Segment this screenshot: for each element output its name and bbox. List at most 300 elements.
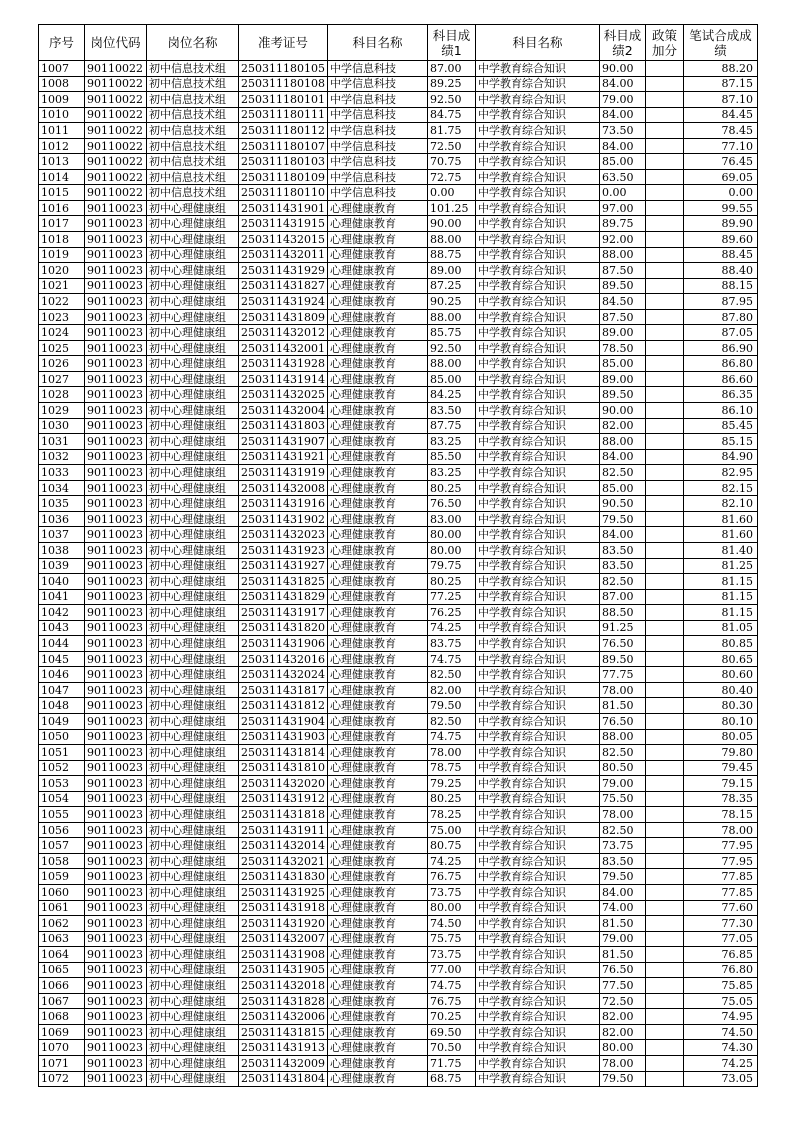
cell-exam-id: 250311432016 bbox=[239, 651, 328, 667]
cell-score-1: 81.75 bbox=[427, 123, 475, 139]
cell-post-name: 初中心理健康组 bbox=[147, 1024, 239, 1040]
cell-composite: 86.10 bbox=[683, 403, 757, 419]
cell-seq: 1066 bbox=[39, 978, 85, 994]
cell-score-2: 88.00 bbox=[599, 729, 645, 745]
cell-subject-1: 心理健康教育 bbox=[327, 791, 427, 807]
cell-policy-bonus bbox=[645, 745, 683, 761]
table-row bbox=[39, 574, 758, 590]
cell-composite: 80.05 bbox=[683, 729, 757, 745]
cell-post-name: 初中心理健康组 bbox=[147, 216, 239, 232]
cell-subject-1: 心理健康教育 bbox=[327, 916, 427, 932]
cell-score-2: 78.50 bbox=[599, 340, 645, 356]
cell-post-name: 初中心理健康组 bbox=[147, 232, 239, 248]
cell-post-name: 初中心理健康组 bbox=[147, 636, 239, 652]
cell-seq: 1063 bbox=[39, 931, 85, 947]
cell-score-1: 83.25 bbox=[427, 434, 475, 450]
cell-composite: 77.85 bbox=[683, 869, 757, 885]
cell-post-code: 90110023 bbox=[85, 371, 147, 387]
cell-policy-bonus bbox=[645, 884, 683, 900]
cell-post-code: 90110023 bbox=[85, 807, 147, 823]
cell-post-name: 初中信息技术组 bbox=[147, 185, 239, 201]
cell-post-code: 90110023 bbox=[85, 1024, 147, 1040]
table-row bbox=[39, 1040, 758, 1056]
cell-seq: 1008 bbox=[39, 76, 85, 92]
cell-post-code: 90110023 bbox=[85, 465, 147, 481]
cell-score-1: 80.00 bbox=[427, 542, 475, 558]
cell-policy-bonus bbox=[645, 247, 683, 263]
cell-subject-2: 中学教育综合知识 bbox=[475, 371, 599, 387]
cell-policy-bonus bbox=[645, 496, 683, 512]
cell-exam-id: 250311431904 bbox=[239, 713, 328, 729]
cell-seq: 1062 bbox=[39, 916, 85, 932]
cell-score-1: 69.50 bbox=[427, 1024, 475, 1040]
cell-seq: 1019 bbox=[39, 247, 85, 263]
cell-subject-1: 心理健康教育 bbox=[327, 745, 427, 761]
cell-subject-2: 中学教育综合知识 bbox=[475, 325, 599, 341]
cell-subject-2: 中学教育综合知识 bbox=[475, 61, 599, 77]
cell-subject-1: 心理健康教育 bbox=[327, 216, 427, 232]
cell-subject-2: 中学教育综合知识 bbox=[475, 729, 599, 745]
table-row bbox=[39, 107, 758, 123]
cell-subject-2: 中学教育综合知识 bbox=[475, 480, 599, 496]
table-row bbox=[39, 123, 758, 139]
cell-score-2: 82.00 bbox=[599, 418, 645, 434]
cell-score-2: 90.50 bbox=[599, 496, 645, 512]
cell-subject-1: 中学信息科技 bbox=[327, 61, 427, 77]
cell-subject-1: 心理健康教育 bbox=[327, 309, 427, 325]
cell-exam-id: 250311432004 bbox=[239, 403, 328, 419]
cell-score-1: 101.25 bbox=[427, 200, 475, 216]
cell-seq: 1026 bbox=[39, 356, 85, 372]
cell-post-code: 90110023 bbox=[85, 356, 147, 372]
cell-policy-bonus bbox=[645, 822, 683, 838]
cell-seq: 1022 bbox=[39, 294, 85, 310]
cell-post-name: 初中心理健康组 bbox=[147, 387, 239, 403]
table-row bbox=[39, 200, 758, 216]
cell-subject-2: 中学教育综合知识 bbox=[475, 620, 599, 636]
cell-post-name: 初中心理健康组 bbox=[147, 574, 239, 590]
cell-seq: 1060 bbox=[39, 884, 85, 900]
cell-subject-1: 心理健康教育 bbox=[327, 776, 427, 792]
cell-post-code: 90110023 bbox=[85, 745, 147, 761]
cell-exam-id: 250311431917 bbox=[239, 605, 328, 621]
cell-seq: 1072 bbox=[39, 1071, 85, 1087]
cell-score-1: 76.50 bbox=[427, 496, 475, 512]
score-table bbox=[38, 24, 758, 1087]
cell-composite: 78.00 bbox=[683, 822, 757, 838]
cell-score-1: 74.25 bbox=[427, 853, 475, 869]
cell-score-2: 79.00 bbox=[599, 92, 645, 108]
table-row bbox=[39, 169, 758, 185]
cell-subject-1: 中学信息科技 bbox=[327, 123, 427, 139]
cell-composite: 77.95 bbox=[683, 853, 757, 869]
cell-post-name: 初中心理健康组 bbox=[147, 760, 239, 776]
cell-post-code: 90110023 bbox=[85, 1009, 147, 1025]
cell-score-2: 79.50 bbox=[599, 869, 645, 885]
header-exam-id: 准考证号 bbox=[239, 25, 328, 61]
table-row bbox=[39, 465, 758, 481]
cell-post-name: 初中心理健康组 bbox=[147, 496, 239, 512]
header-policy-bonus: 政策加分 bbox=[645, 25, 683, 61]
cell-policy-bonus bbox=[645, 309, 683, 325]
cell-score-2: 76.50 bbox=[599, 713, 645, 729]
cell-exam-id: 250311180108 bbox=[239, 76, 328, 92]
table-row bbox=[39, 511, 758, 527]
cell-post-code: 90110023 bbox=[85, 511, 147, 527]
cell-exam-id: 250311431804 bbox=[239, 1071, 328, 1087]
cell-subject-1: 心理健康教育 bbox=[327, 418, 427, 434]
cell-score-2: 82.50 bbox=[599, 465, 645, 481]
cell-policy-bonus bbox=[645, 418, 683, 434]
cell-composite: 81.40 bbox=[683, 542, 757, 558]
cell-composite: 88.45 bbox=[683, 247, 757, 263]
cell-score-2: 78.00 bbox=[599, 682, 645, 698]
cell-post-name: 初中心理健康组 bbox=[147, 1040, 239, 1056]
cell-policy-bonus bbox=[645, 1024, 683, 1040]
cell-composite: 99.55 bbox=[683, 200, 757, 216]
cell-seq: 1049 bbox=[39, 713, 85, 729]
cell-post-code: 90110023 bbox=[85, 931, 147, 947]
cell-score-2: 88.50 bbox=[599, 605, 645, 621]
cell-score-1: 76.25 bbox=[427, 605, 475, 621]
cell-policy-bonus bbox=[645, 76, 683, 92]
cell-subject-1: 心理健康教育 bbox=[327, 403, 427, 419]
cell-post-code: 90110022 bbox=[85, 92, 147, 108]
cell-post-name: 初中心理健康组 bbox=[147, 667, 239, 683]
cell-post-code: 90110023 bbox=[85, 542, 147, 558]
cell-score-1: 0.00 bbox=[427, 185, 475, 201]
cell-score-2: 83.50 bbox=[599, 558, 645, 574]
cell-score-2: 84.00 bbox=[599, 138, 645, 154]
cell-seq: 1025 bbox=[39, 340, 85, 356]
cell-exam-id: 250311432023 bbox=[239, 527, 328, 543]
cell-subject-1: 心理健康教育 bbox=[327, 900, 427, 916]
cell-subject-1: 心理健康教育 bbox=[327, 807, 427, 823]
cell-subject-2: 中学教育综合知识 bbox=[475, 1009, 599, 1025]
cell-post-code: 90110023 bbox=[85, 200, 147, 216]
cell-post-name: 初中心理健康组 bbox=[147, 340, 239, 356]
cell-policy-bonus bbox=[645, 776, 683, 792]
cell-post-code: 90110023 bbox=[85, 916, 147, 932]
cell-subject-2: 中学教育综合知识 bbox=[475, 791, 599, 807]
cell-composite: 74.25 bbox=[683, 1056, 757, 1072]
cell-subject-1: 心理健康教育 bbox=[327, 325, 427, 341]
cell-post-name: 初中心理健康组 bbox=[147, 511, 239, 527]
cell-seq: 1032 bbox=[39, 449, 85, 465]
cell-subject-1: 心理健康教育 bbox=[327, 1024, 427, 1040]
cell-score-1: 74.25 bbox=[427, 620, 475, 636]
cell-score-1: 80.25 bbox=[427, 480, 475, 496]
cell-post-code: 90110023 bbox=[85, 216, 147, 232]
cell-exam-id: 250311431907 bbox=[239, 434, 328, 450]
cell-post-code: 90110022 bbox=[85, 185, 147, 201]
cell-composite: 78.35 bbox=[683, 791, 757, 807]
cell-post-code: 90110023 bbox=[85, 651, 147, 667]
table-row bbox=[39, 185, 758, 201]
table-row bbox=[39, 931, 758, 947]
cell-post-code: 90110022 bbox=[85, 123, 147, 139]
cell-policy-bonus bbox=[645, 61, 683, 77]
cell-post-code: 90110023 bbox=[85, 278, 147, 294]
cell-seq: 1024 bbox=[39, 325, 85, 341]
cell-composite: 86.80 bbox=[683, 356, 757, 372]
cell-exam-id: 250311431918 bbox=[239, 900, 328, 916]
cell-policy-bonus bbox=[645, 916, 683, 932]
cell-policy-bonus bbox=[645, 791, 683, 807]
cell-seq: 1059 bbox=[39, 869, 85, 885]
cell-post-name: 初中心理健康组 bbox=[147, 651, 239, 667]
table-row bbox=[39, 309, 758, 325]
cell-policy-bonus bbox=[645, 1040, 683, 1056]
cell-post-name: 初中信息技术组 bbox=[147, 169, 239, 185]
cell-post-name: 初中心理健康组 bbox=[147, 776, 239, 792]
cell-seq: 1037 bbox=[39, 527, 85, 543]
cell-seq: 1012 bbox=[39, 138, 85, 154]
cell-seq: 1044 bbox=[39, 636, 85, 652]
cell-post-code: 90110023 bbox=[85, 869, 147, 885]
table-row bbox=[39, 247, 758, 263]
table-row bbox=[39, 698, 758, 714]
cell-post-name: 初中心理健康组 bbox=[147, 900, 239, 916]
cell-policy-bonus bbox=[645, 620, 683, 636]
cell-score-1: 89.00 bbox=[427, 263, 475, 279]
cell-score-2: 89.50 bbox=[599, 387, 645, 403]
cell-score-2: 76.50 bbox=[599, 962, 645, 978]
cell-post-code: 90110023 bbox=[85, 838, 147, 854]
cell-composite: 69.05 bbox=[683, 169, 757, 185]
cell-subject-1: 心理健康教育 bbox=[327, 589, 427, 605]
cell-post-code: 90110023 bbox=[85, 558, 147, 574]
cell-subject-2: 中学教育综合知识 bbox=[475, 232, 599, 248]
cell-subject-1: 心理健康教育 bbox=[327, 511, 427, 527]
cell-post-code: 90110023 bbox=[85, 574, 147, 590]
cell-seq: 1027 bbox=[39, 371, 85, 387]
cell-seq: 1042 bbox=[39, 605, 85, 621]
cell-score-2: 74.00 bbox=[599, 900, 645, 916]
cell-subject-2: 中学教育综合知识 bbox=[475, 434, 599, 450]
cell-subject-1: 心理健康教育 bbox=[327, 294, 427, 310]
cell-seq: 1069 bbox=[39, 1024, 85, 1040]
cell-composite: 77.30 bbox=[683, 916, 757, 932]
cell-policy-bonus bbox=[645, 92, 683, 108]
cell-exam-id: 250311431921 bbox=[239, 449, 328, 465]
cell-composite: 87.05 bbox=[683, 325, 757, 341]
cell-seq: 1064 bbox=[39, 947, 85, 963]
cell-subject-1: 心理健康教育 bbox=[327, 947, 427, 963]
cell-post-name: 初中心理健康组 bbox=[147, 916, 239, 932]
cell-seq: 1020 bbox=[39, 263, 85, 279]
cell-exam-id: 250311431908 bbox=[239, 947, 328, 963]
cell-exam-id: 250311431924 bbox=[239, 294, 328, 310]
cell-subject-2: 中学教育综合知识 bbox=[475, 1024, 599, 1040]
cell-exam-id: 250311180101 bbox=[239, 92, 328, 108]
cell-exam-id: 250311432024 bbox=[239, 667, 328, 683]
cell-subject-1: 心理健康教育 bbox=[327, 232, 427, 248]
cell-composite: 81.05 bbox=[683, 620, 757, 636]
cell-exam-id: 250311431903 bbox=[239, 729, 328, 745]
cell-subject-2: 中学教育综合知识 bbox=[475, 154, 599, 170]
table-row bbox=[39, 138, 758, 154]
cell-subject-1: 心理健康教育 bbox=[327, 542, 427, 558]
cell-seq: 1045 bbox=[39, 651, 85, 667]
cell-composite: 87.10 bbox=[683, 92, 757, 108]
cell-subject-2: 中学教育综合知识 bbox=[475, 947, 599, 963]
table-row bbox=[39, 651, 758, 667]
cell-subject-2: 中学教育综合知识 bbox=[475, 418, 599, 434]
cell-subject-2: 中学教育综合知识 bbox=[475, 185, 599, 201]
cell-post-name: 初中心理健康组 bbox=[147, 838, 239, 854]
table-row bbox=[39, 278, 758, 294]
cell-score-1: 85.75 bbox=[427, 325, 475, 341]
cell-composite: 84.90 bbox=[683, 449, 757, 465]
cell-exam-id: 250311431915 bbox=[239, 216, 328, 232]
cell-subject-1: 心理健康教育 bbox=[327, 496, 427, 512]
cell-policy-bonus bbox=[645, 232, 683, 248]
cell-post-name: 初中心理健康组 bbox=[147, 542, 239, 558]
table-row bbox=[39, 449, 758, 465]
header-post-code: 岗位代码 bbox=[85, 25, 147, 61]
cell-subject-1: 心理健康教育 bbox=[327, 527, 427, 543]
cell-policy-bonus bbox=[645, 434, 683, 450]
cell-score-1: 74.75 bbox=[427, 729, 475, 745]
cell-policy-bonus bbox=[645, 263, 683, 279]
cell-subject-1: 心理健康教育 bbox=[327, 340, 427, 356]
cell-exam-id: 250311432007 bbox=[239, 931, 328, 947]
cell-post-name: 初中心理健康组 bbox=[147, 931, 239, 947]
cell-post-code: 90110022 bbox=[85, 61, 147, 77]
cell-score-2: 89.50 bbox=[599, 651, 645, 667]
cell-post-name: 初中心理健康组 bbox=[147, 869, 239, 885]
cell-subject-1: 心理健康教育 bbox=[327, 263, 427, 279]
table-row bbox=[39, 216, 758, 232]
table-row bbox=[39, 729, 758, 745]
cell-subject-2: 中学教育综合知识 bbox=[475, 278, 599, 294]
cell-score-2: 79.50 bbox=[599, 511, 645, 527]
cell-post-code: 90110023 bbox=[85, 263, 147, 279]
cell-policy-bonus bbox=[645, 869, 683, 885]
cell-subject-1: 中学信息科技 bbox=[327, 76, 427, 92]
cell-policy-bonus bbox=[645, 169, 683, 185]
table-row bbox=[39, 480, 758, 496]
cell-subject-1: 心理健康教育 bbox=[327, 822, 427, 838]
cell-score-1: 87.75 bbox=[427, 418, 475, 434]
cell-score-2: 72.50 bbox=[599, 993, 645, 1009]
table-row bbox=[39, 92, 758, 108]
cell-score-2: 84.00 bbox=[599, 449, 645, 465]
cell-subject-2: 中学教育综合知识 bbox=[475, 449, 599, 465]
cell-exam-id: 250311180103 bbox=[239, 154, 328, 170]
cell-composite: 87.95 bbox=[683, 294, 757, 310]
cell-subject-1: 心理健康教育 bbox=[327, 838, 427, 854]
cell-post-name: 初中心理健康组 bbox=[147, 247, 239, 263]
cell-seq: 1030 bbox=[39, 418, 85, 434]
cell-post-code: 90110023 bbox=[85, 791, 147, 807]
cell-post-code: 90110023 bbox=[85, 418, 147, 434]
cell-exam-id: 250311431920 bbox=[239, 916, 328, 932]
cell-subject-2: 中学教育综合知识 bbox=[475, 651, 599, 667]
cell-policy-bonus bbox=[645, 1009, 683, 1025]
cell-score-2: 85.00 bbox=[599, 356, 645, 372]
cell-policy-bonus bbox=[645, 962, 683, 978]
cell-post-name: 初中心理健康组 bbox=[147, 465, 239, 481]
table-row bbox=[39, 61, 758, 77]
cell-post-code: 90110023 bbox=[85, 947, 147, 963]
cell-post-code: 90110023 bbox=[85, 434, 147, 450]
cell-post-name: 初中心理健康组 bbox=[147, 325, 239, 341]
table-row bbox=[39, 869, 758, 885]
cell-policy-bonus bbox=[645, 574, 683, 590]
cell-exam-id: 250311431914 bbox=[239, 371, 328, 387]
cell-policy-bonus bbox=[645, 123, 683, 139]
table-row bbox=[39, 387, 758, 403]
cell-seq: 1014 bbox=[39, 169, 85, 185]
cell-subject-2: 中学教育综合知识 bbox=[475, 169, 599, 185]
cell-subject-2: 中学教育综合知识 bbox=[475, 123, 599, 139]
cell-score-2: 81.50 bbox=[599, 916, 645, 932]
cell-score-1: 70.75 bbox=[427, 154, 475, 170]
cell-composite: 89.90 bbox=[683, 216, 757, 232]
cell-post-code: 90110023 bbox=[85, 993, 147, 1009]
cell-score-2: 89.00 bbox=[599, 371, 645, 387]
table-row bbox=[39, 263, 758, 279]
cell-exam-id: 250311431923 bbox=[239, 542, 328, 558]
cell-post-name: 初中心理健康组 bbox=[147, 200, 239, 216]
cell-score-1: 79.50 bbox=[427, 698, 475, 714]
table-row bbox=[39, 947, 758, 963]
table-row bbox=[39, 916, 758, 932]
cell-subject-1: 心理健康教育 bbox=[327, 449, 427, 465]
cell-composite: 80.40 bbox=[683, 682, 757, 698]
cell-post-code: 90110023 bbox=[85, 232, 147, 248]
cell-post-code: 90110023 bbox=[85, 340, 147, 356]
cell-seq: 1047 bbox=[39, 682, 85, 698]
cell-exam-id: 250311432008 bbox=[239, 480, 328, 496]
cell-exam-id: 250311431814 bbox=[239, 745, 328, 761]
cell-exam-id: 250311180107 bbox=[239, 138, 328, 154]
cell-exam-id: 250311180110 bbox=[239, 185, 328, 201]
table-row bbox=[39, 356, 758, 372]
cell-subject-1: 心理健康教育 bbox=[327, 1009, 427, 1025]
table-row bbox=[39, 620, 758, 636]
cell-score-2: 63.50 bbox=[599, 169, 645, 185]
cell-policy-bonus bbox=[645, 216, 683, 232]
cell-score-2: 85.00 bbox=[599, 154, 645, 170]
cell-subject-2: 中学教育综合知识 bbox=[475, 216, 599, 232]
cell-score-1: 84.25 bbox=[427, 387, 475, 403]
cell-post-name: 初中心理健康组 bbox=[147, 418, 239, 434]
cell-composite: 77.60 bbox=[683, 900, 757, 916]
cell-post-code: 90110022 bbox=[85, 76, 147, 92]
cell-score-1: 77.00 bbox=[427, 962, 475, 978]
cell-subject-2: 中学教育综合知识 bbox=[475, 869, 599, 885]
cell-composite: 77.85 bbox=[683, 884, 757, 900]
cell-post-name: 初中信息技术组 bbox=[147, 107, 239, 123]
cell-subject-2: 中学教育综合知识 bbox=[475, 294, 599, 310]
cell-score-1: 87.25 bbox=[427, 278, 475, 294]
cell-score-2: 90.00 bbox=[599, 61, 645, 77]
cell-seq: 1055 bbox=[39, 807, 85, 823]
cell-exam-id: 250311432014 bbox=[239, 838, 328, 854]
cell-composite: 78.45 bbox=[683, 123, 757, 139]
cell-post-code: 90110023 bbox=[85, 605, 147, 621]
cell-score-2: 84.00 bbox=[599, 76, 645, 92]
cell-policy-bonus bbox=[645, 200, 683, 216]
cell-subject-2: 中学教育综合知识 bbox=[475, 822, 599, 838]
cell-policy-bonus bbox=[645, 713, 683, 729]
cell-score-1: 78.25 bbox=[427, 807, 475, 823]
cell-score-2: 77.75 bbox=[599, 667, 645, 683]
cell-score-1: 80.25 bbox=[427, 791, 475, 807]
